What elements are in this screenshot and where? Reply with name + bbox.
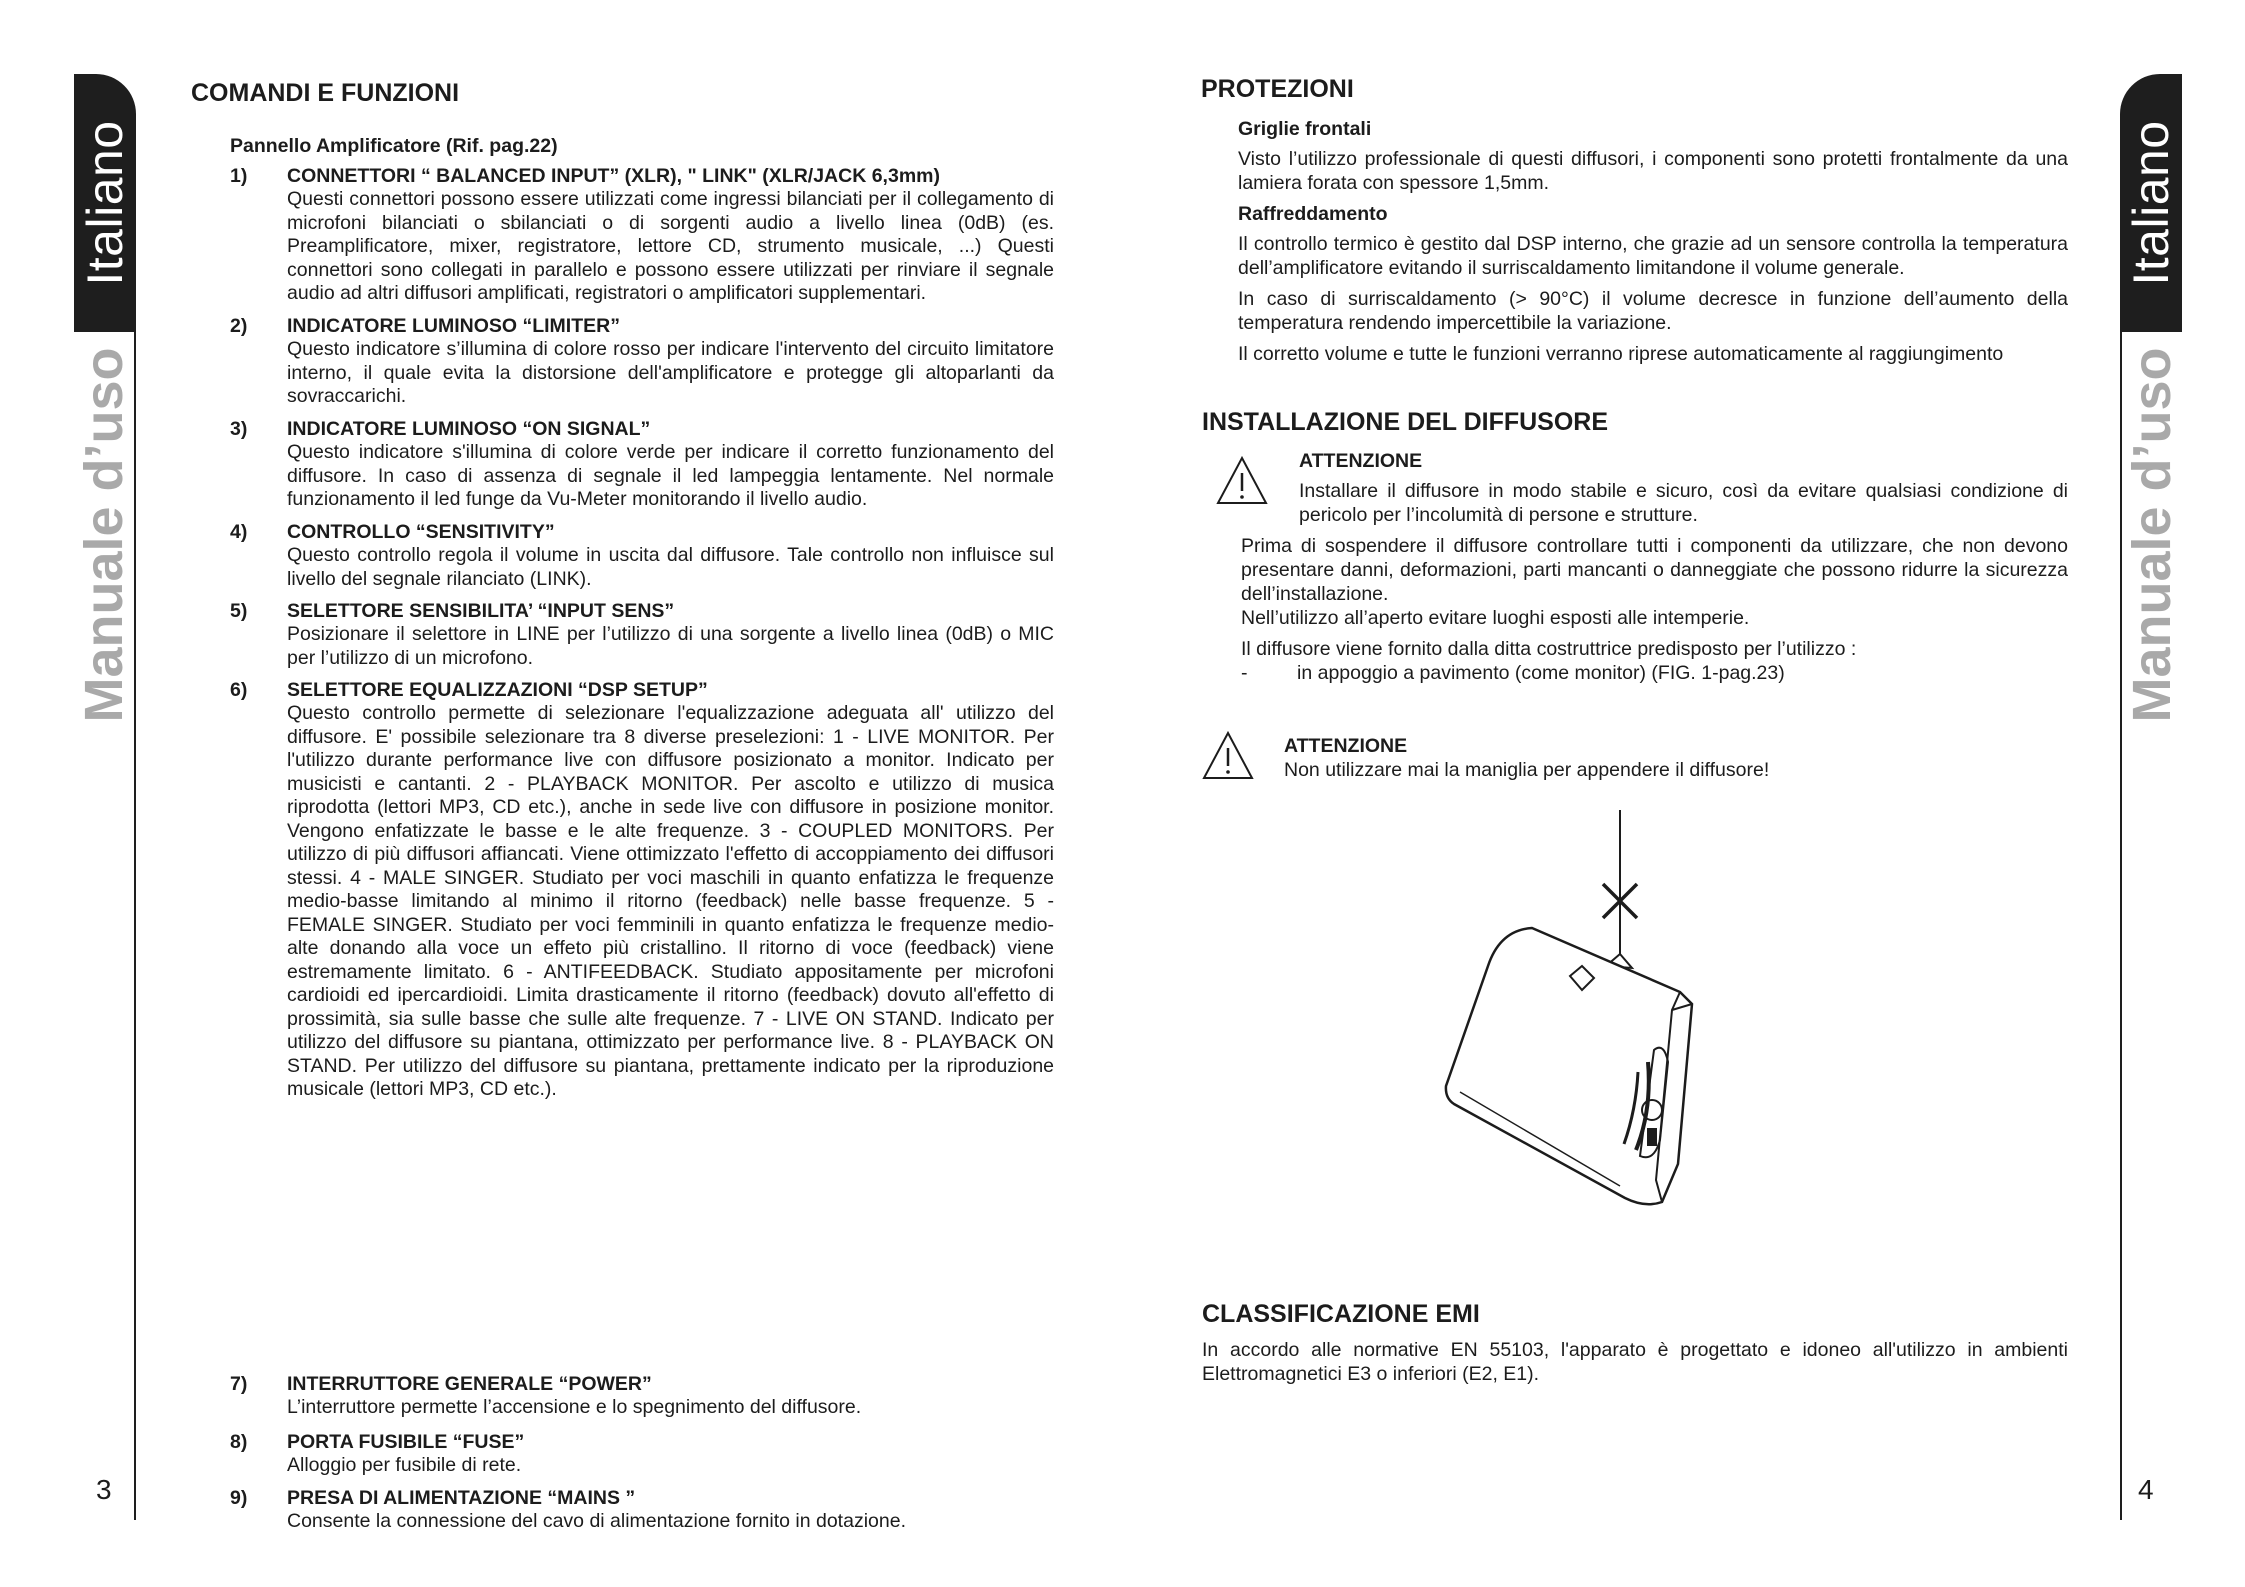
list-number: 5) <box>230 600 248 622</box>
list-number: 7) <box>230 1373 248 1395</box>
raffreddamento-text-2: In caso di surriscaldamento (> 90°C) il volume decresce in funzione dell’aumento della temperatura rendendo impercettibile la variazione. <box>1238 288 2068 334</box>
list-number: 9) <box>230 1487 248 1509</box>
list-number: 6) <box>230 679 248 701</box>
section-title-comandi: COMANDI E FUNZIONI <box>191 79 460 107</box>
griglie-text: Visto l’utilizzo professionale di questi diffusori, i componenti sono protetti frontalmente da una lamiera forata con spessore 1,5mm. <box>1238 148 2068 194</box>
list-item-title: SELETTORE EQUALIZZAZIONI “DSP SETUP” <box>287 679 708 701</box>
list-item-title: PORTA FUSIBILE “FUSE” <box>287 1431 525 1453</box>
section-title-installazione: INSTALLAZIONE DEL DIFFUSORE <box>1202 408 1609 436</box>
list-item-text: L’interruttore permette l’accensione e lo spegnimento del diffusore. <box>287 1396 862 1418</box>
manual-label-right: Manuale d’uso <box>2122 347 2182 723</box>
warning-title: ATTENZIONE <box>1284 735 1408 757</box>
list-item-text: Posizionare il selettore in LINE per l’utilizzo di una sorgente a livello linea (0dB) o MIC per l’utilizzo di un microfono. <box>287 623 1054 669</box>
list-number: 8) <box>230 1431 248 1453</box>
raffreddamento-text-1: Il controllo termico è gestito dal DSP interno, che grazie ad un sensore controlla la temperatura dell’amplificatore evitando il surriscaldamento limitandone il volume generale. <box>1238 233 2068 279</box>
list-item-title: CONTROLLO “SENSITIVITY” <box>287 521 555 543</box>
list-item-text: Alloggio per fusibile di rete. <box>287 1454 522 1476</box>
bullet-text: in appoggio a pavimento (come monitor) (FIG. 1-pag.23) <box>1297 662 1785 684</box>
list-item-title: INDICATORE LUMINOSO “ON SIGNAL” <box>287 418 651 440</box>
list-number: 4) <box>230 521 248 543</box>
warning-triangle-icon <box>1216 455 1268 507</box>
manual-label-left: Manuale d’uso <box>74 347 134 723</box>
installazione-text-2: Nell’utilizzo all’aperto evitare luoghi esposti alle intemperie. <box>1241 607 1750 629</box>
list-item-text: Questo indicatore s'illumina di colore verde per indicare il corretto funzionamento del diffusore. In caso di assenza di segnale il led lampeggia lentamente. Nel normale funzionamento il led funge da Vu-Meter monitorando il livello audio. <box>287 441 1054 510</box>
language-label-left: Italiano <box>77 120 133 286</box>
panel-heading: Pannello Amplificatore (Rif. pag.22) <box>230 135 558 157</box>
warning-text: Non utilizzare mai la maniglia per appendere il diffusore! <box>1284 759 1770 781</box>
list-item-text: Consente la connessione del cavo di alimentazione fornito in dotazione. <box>287 1510 906 1532</box>
list-item-text: Questo indicatore s’illumina di colore rosso per indicare l'intervento del circuito limitatore interno, il quale evita la distorsione dell'amplificatore e protegge gli altoparlanti da sovraccarichi. <box>287 338 1054 407</box>
page-number-left: 3 <box>96 1474 112 1505</box>
list-item-title: INDICATORE LUMINOSO “LIMITER” <box>287 315 620 337</box>
section-title-emi: CLASSIFICAZIONE EMI <box>1202 1300 1480 1328</box>
section-title-protezioni: PROTEZIONI <box>1201 75 1354 103</box>
warning-title: ATTENZIONE <box>1299 450 1423 472</box>
page-number-right: 4 <box>2138 1474 2154 1505</box>
list-item-title: CONNETTORI “ BALANCED INPUT” (XLR), " LINK" (XLR/JACK 6,3mm) <box>287 165 940 187</box>
list-item-title: PRESA DI ALIMENTAZIONE “MAINS ” <box>287 1487 636 1509</box>
warning-text: Installare il diffusore in modo stabile e sicuro, così da evitare qualsiasi condizione di pericolo per l’incolumità di persone e strutture. <box>1299 480 2068 526</box>
warning-triangle-icon <box>1202 730 1254 782</box>
language-label-right: Italiano <box>2123 120 2179 286</box>
list-item-title: INTERRUTTORE GENERALE “POWER” <box>287 1373 652 1395</box>
list-number: 2) <box>230 315 248 337</box>
emi-text: In accordo alle normative EN 55103, l'apparato è progettato e idoneo all'utilizzo in ambienti Elettromagnetici E3 o inferiori (E2, E1). <box>1202 1339 2068 1385</box>
list-number: 1) <box>230 165 248 187</box>
installazione-text-3: Il diffusore viene fornito dalla ditta costruttrice predisposto per l’utilizzo : <box>1241 638 1857 660</box>
raffreddamento-text-3: Il corretto volume e tutte le funzioni verranno riprese automaticamente al raggiungimento <box>1238 343 2004 365</box>
speaker-illustration <box>1440 810 1700 1210</box>
list-number: 3) <box>230 418 248 440</box>
installazione-text-1: Prima di sospendere il diffusore controllare tutti i componenti da utilizzare, che non devono presentare danni, deformazioni, parti mancanti o danneggiate che possono ridurre la sicurezza dell’installazione. <box>1241 535 2068 605</box>
subheading-griglie: Griglie frontali <box>1238 118 1372 140</box>
list-item-text: Questi connettori possono essere utilizzati come ingressi bilanciati per il collegamento di microfoni bilanciati o sbilanciati o di sorgenti audio a livello linea (0dB) (es. Preamplificatore, mixer, registratore, lettore CD, strumento musicale, ...) Questi connettori sono collegati in parallelo e possono essere utilizzati per rinviare il segnale audio ad altri diffusori amplificati, registratori o amplificatori supplementari. <box>287 188 1054 304</box>
language-tab-left <box>74 74 136 332</box>
list-item-text: Questo controllo regola il volume in uscita dal diffusore. Tale controllo non influisce sul livello del segnale rilanciato (LINK). <box>287 544 1054 590</box>
subheading-raffreddamento: Raffreddamento <box>1238 203 1388 225</box>
bullet-mark: - <box>1241 662 1248 684</box>
language-tab-right <box>2120 74 2182 332</box>
list-item-text: Questo controllo permette di selezionare l'equalizzazione adeguata all' utilizzo del diffusore. E' possibile selezionare tra 8 diverse preselezioni: 1 - LIVE MONITOR. Per l'utilizzo durante performance live con diffusore posizionato a monitor. Indicato per musicisti e cantanti. 2 - PLAYBACK MONITOR. Per ascolto e utilizzo di musica riprodotta (lettori MP3, CD etc.), anche in sede live con diffusore in posizione monitor. Vengono enfatizzate le basse e le alte frequenze. 3 - COUPLED MONITORS. Per utilizzo di più diffusori affiancati. Viene ottimizzato l'effetto di accoppiamento dei diffusori stessi. 4 - MALE SINGER. Studiato per voci maschili in quanto enfatizza le frequenze medio-basse limitando al minimo il ritorno (feedback) nelle basse frequenze. 5 - FEMALE SINGER. Studiato per voci femminili in quanto enfatizza le frequenze medio-alte donando alla voce un effeto più cristallino. Il ritorno di voce (feedback) viene estremamente limitato. 6 - ANTIFEEDBACK. Studiato appositamente per microfoni cardioidi ed ipercardioidi. Limita drasticamente il ritorno (feedback) dovuto all'effetto di prossimità, sia sulle basse che sulle alte frequenze. 7 - LIVE ON STAND. Indicato per utilizzo del diffusore su piantana, ottimizzato per performance live. 8 - PLAYBACK ON STAND. Per utilizzo del diffusore su piantana, prettamente indicato per la riproduzione musicale (lettori MP3, CD etc.). <box>287 702 1055 1100</box>
list-item-title: SELETTORE SENSIBILITA’ “INPUT SENS” <box>287 600 675 622</box>
